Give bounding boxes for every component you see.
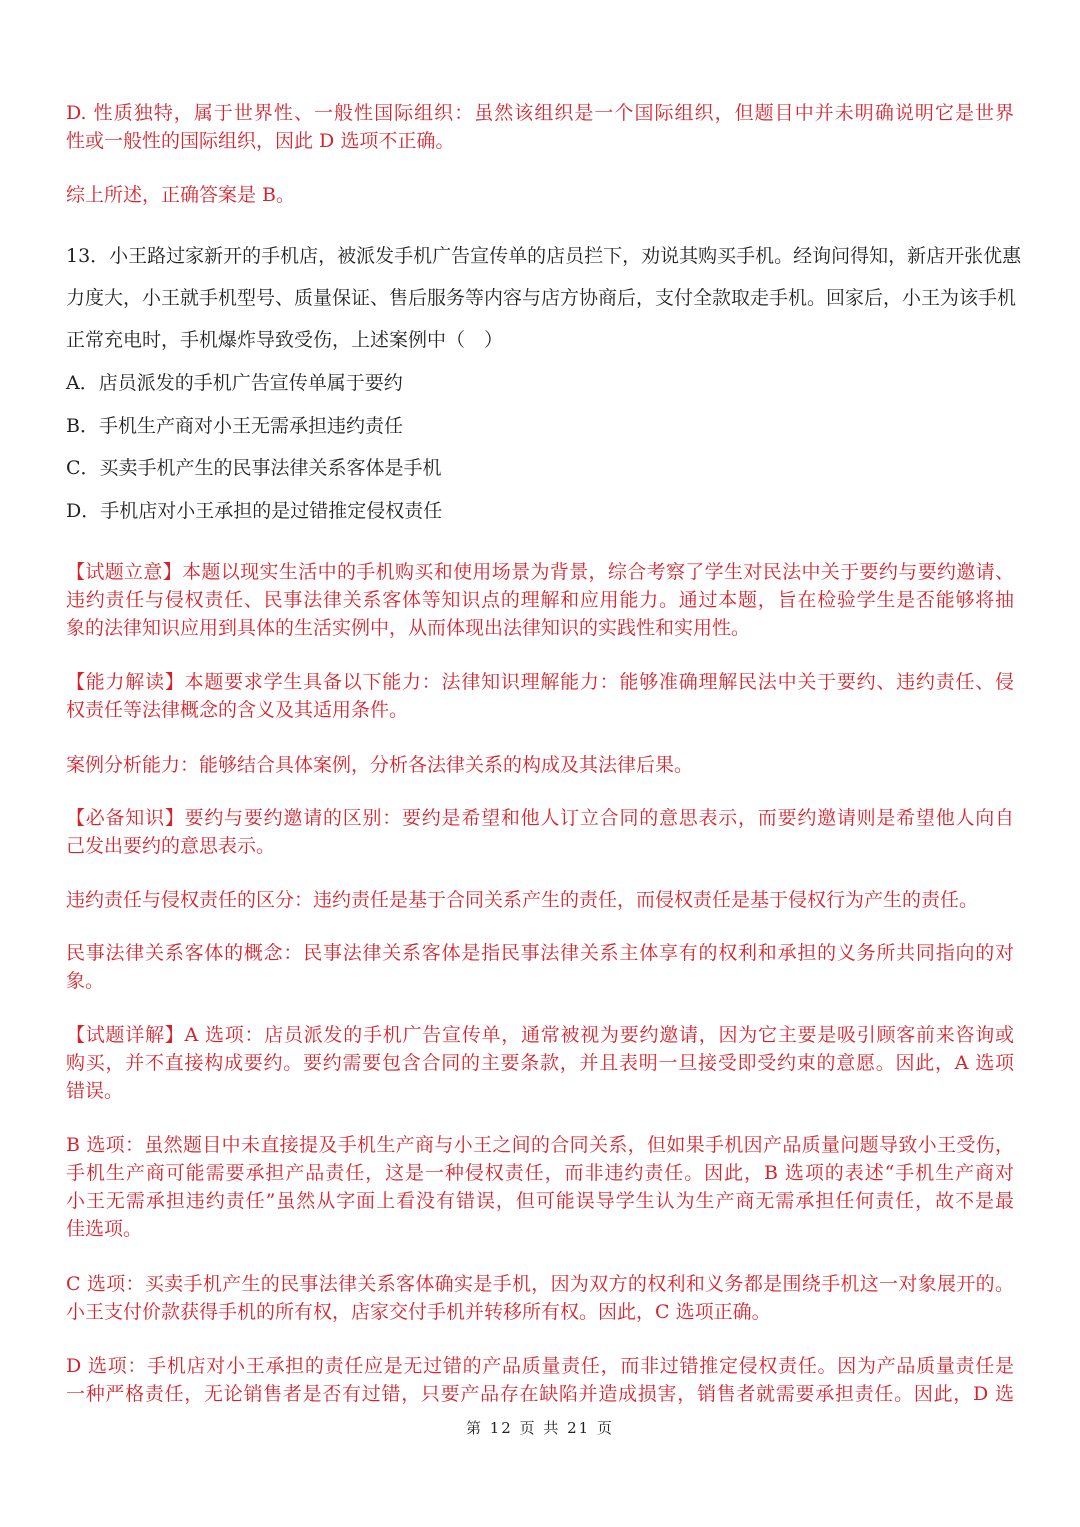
question-13-line: 正常充电时，手机爆炸导致受伤，上述案例中（ ） bbox=[66, 329, 504, 351]
detail-a-line: 购买，并不直接构成要约。要约需要包含合同的主要条款，并且表明一旦接受即受约束的意愿。因此，A 选项 bbox=[66, 1052, 1014, 1074]
prev-conclusion-line: 综上所述，正确答案是 B。 bbox=[66, 184, 296, 206]
knowledge-line: 【必备知识】要约与要约邀请的区别：要约是希望和他人订立合同的意思表示，而要约邀请则是希望他人向自 bbox=[66, 807, 1014, 829]
prev-option-d-line: D. 性质独特，属于世界性、一般性国际组织：虽然该组织是一个国际组织，但题目中并未明确说明它是世界 bbox=[66, 102, 1014, 124]
detail-a-line: 【试题详解】A 选项：店员派发的手机广告宣传单，通常被视为要约邀请，因为它主要是吸引顾客前来咨询或 bbox=[66, 1024, 1014, 1046]
detail-b-line: 小王无需承担违约责任”虽然从字面上看没有错误，但可能误导学生认为生产商无需承担任何责任，故不是最 bbox=[66, 1190, 1014, 1212]
detail-c-line: C 选项：买卖手机产生的民事法律关系客体确实是手机，因为双方的权利和义务都是围绕手机这一对象展开的。 bbox=[66, 1273, 1014, 1295]
prev-option-d-line: 性或一般性的国际组织，因此 D 选项不正确。 bbox=[66, 130, 455, 152]
question-13-line: 力度大，小王就手机型号、质量保证、售后服务等内容与店方协商后，支付全款取走手机。回家后，小王为该手机 bbox=[66, 287, 1017, 309]
detail-d-line: 一种严格责任，无论销售者是否有过错，只要产品存在缺陷并造成损害，销售者就需要承担责任。因此，D 选 bbox=[66, 1383, 1014, 1405]
detail-d-line: D 选项：手机店对小王承担的责任应是无过错的产品质量责任，而非过错推定侵权责任。因为产品质量责任是 bbox=[66, 1355, 1014, 1377]
choice-a-line: A．店员派发的手机广告宣传单属于要约 bbox=[66, 372, 403, 394]
object-concept-line: 民事法律关系客体的概念：民事法律关系客体是指民事法律关系主体享有的权利和承担的义务所共同指向的对 bbox=[66, 942, 1014, 964]
choice-b-line: B．手机生产商对小王无需承担违约责任 bbox=[66, 415, 403, 437]
ability-line: 权责任等法律概念的含义及其适用条件。 bbox=[66, 699, 409, 721]
choice-d-line: D．手机店对小王承担的是过错推定侵权责任 bbox=[66, 500, 443, 522]
intent-line: 象的法律知识应用到具体的生活实例中，从而体现出法律知识的实践性和实用性。 bbox=[66, 617, 751, 639]
detail-a-line: 错误。 bbox=[66, 1080, 124, 1102]
detail-b-line: 佳选项。 bbox=[66, 1218, 143, 1240]
case-analysis-line: 案例分析能力：能够结合具体案例，分析各法律关系的构成及其法律后果。 bbox=[66, 754, 694, 776]
intent-line: 【试题立意】本题以现实生活中的手机购买和使用场景为背景，综合考察了学生对民法中关于要约与要约邀请、 bbox=[66, 561, 1014, 583]
choice-c-line: C．买卖手机产生的民事法律关系客体是手机 bbox=[66, 457, 442, 479]
ability-line: 【能力解读】本题要求学生具备以下能力：法律知识理解能力：能够准确理解民法中关于要约、违约责任、侵 bbox=[66, 671, 1014, 693]
detail-c-line: 小王支付价款获得手机的所有权，店家交付手机并转移所有权。因此，C 选项正确。 bbox=[66, 1301, 771, 1323]
detail-b-line: 手机生产商可能需要承担产品责任，这是一种侵权责任，而非违约责任。因此，B 选项的表述“手机生产商对 bbox=[66, 1162, 1014, 1184]
question-13-line: 13．小王路过家新开的手机店，被派发手机广告宣传单的店员拦下，劝说其购买手机。经询问得知，新店开张优惠 bbox=[66, 245, 1022, 267]
page-footer: 第 12 页 共 21 页 bbox=[465, 1419, 614, 1437]
knowledge-line: 己发出要约的意思表示。 bbox=[66, 835, 276, 857]
intent-line: 违约责任与侵权责任、民事法律关系客体等知识点的理解和应用能力。通过本题，旨在检验学生是否能够将抽 bbox=[66, 589, 1014, 611]
object-concept-line: 象。 bbox=[66, 970, 105, 992]
liability-diff-line: 违约责任与侵权责任的区分：违约责任是基于合同关系产生的责任，而侵权责任是基于侵权行为产生的责任。 bbox=[66, 889, 979, 911]
detail-b-line: B 选项：虽然题目中未直接提及手机生产商与小王之间的合同关系，但如果手机因产品质量问题导致小王受伤， bbox=[66, 1134, 1014, 1156]
